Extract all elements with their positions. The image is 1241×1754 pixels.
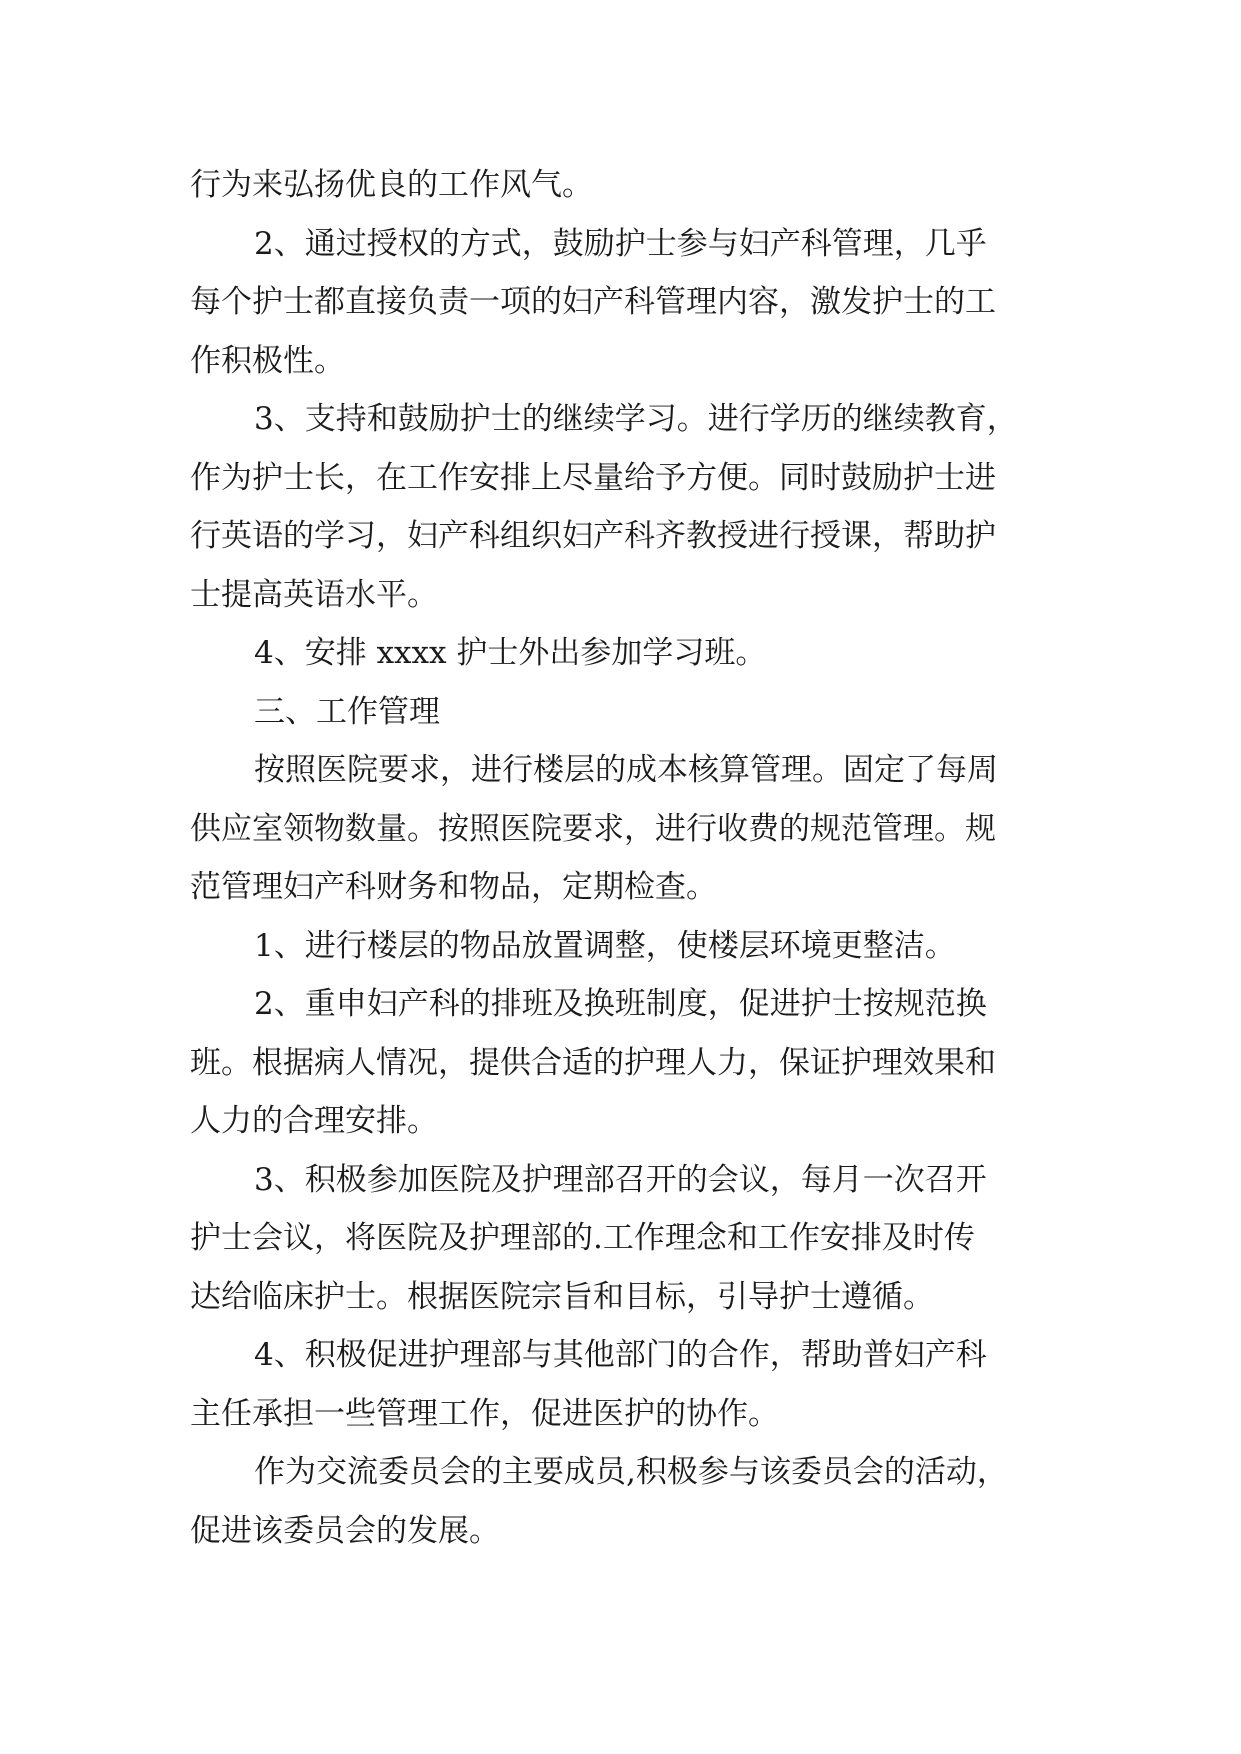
paragraph-p-m3 [190,1151,1050,1327]
text-line: 3、积极参加医院及护理部召开的会议，每月一次召开 [254,1161,987,1198]
text-line: 4、积极促进护理部与其他部门的合作，帮助普妇产科 [254,1337,987,1373]
text-line: 4、安排 xxxx 护士外出参加学习班。 [254,635,767,671]
paragraph-p-m4 [190,1326,1050,1443]
paragraph-p-cont [190,156,1050,215]
text-line: 1、进行楼层的物品放置调整，使楼层环境更整洁。 [254,927,956,964]
text-line: 作积极性。 [190,342,345,379]
paragraph-p-section3 [190,683,1050,742]
text-line: 促进该委员会的发展。 [190,1512,500,1549]
document-body [190,156,1050,1560]
text-line: 达给临床护士。根据医院宗旨和目标，引导护士遵循。 [190,1278,934,1315]
text-line: 作为交流委员会的主要成员,积极参与该委员会的活动， [254,1454,1008,1490]
text-line: 2、通过授权的方式，鼓励护士参与妇产科管理，几乎 [254,225,987,262]
text-line: 三、工作管理 [254,693,440,730]
paragraph-p-intro [190,741,1050,917]
text-line: 行英语的学习，妇产科组织妇产科齐教授进行授课，帮助护 [190,518,996,554]
paragraph-p-4 [190,624,1050,683]
text-line: 护士会议，将医院及护理部的.工作理念和工作安排及时传 [190,1220,975,1256]
paragraph-p-committee [190,1443,1050,1560]
text-line: 供应室领物数量。按照医院要求，进行收费的规范管理。规 [190,810,996,847]
paragraph-p-3 [190,390,1050,624]
text-line: 3、支持和鼓励护士的继续学习。进行学历的继续教育， [254,401,1018,437]
paragraph-p-2 [190,215,1050,391]
text-line: 按照医院要求，进行楼层的成本核算管理。固定了每周 [254,752,998,788]
paragraph-p-m2 [190,975,1050,1151]
paragraph-p-m1 [190,917,1050,976]
text-line: 人力的合理安排。 [190,1103,438,1139]
text-line: 作为护士长，在工作安排上尽量给予方便。同时鼓励护士进 [190,459,996,496]
text-line: 范管理妇产科财务和物品，定期检查。 [190,869,717,905]
text-line: 主任承担一些管理工作，促进医护的协作。 [190,1395,779,1432]
text-line: 行为来弘扬优良的工作风气。 [190,167,593,203]
text-line: 每个护士都直接负责一项的妇产科管理内容，激发护士的工 [190,284,996,320]
text-line: 2、重申妇产科的排班及换班制度，促进护士按规范换 [254,986,987,1022]
text-line: 士提高英语水平。 [190,576,438,613]
text-line: 班。根据病人情况，提供合适的护理人力，保证护理效果和 [190,1044,996,1081]
